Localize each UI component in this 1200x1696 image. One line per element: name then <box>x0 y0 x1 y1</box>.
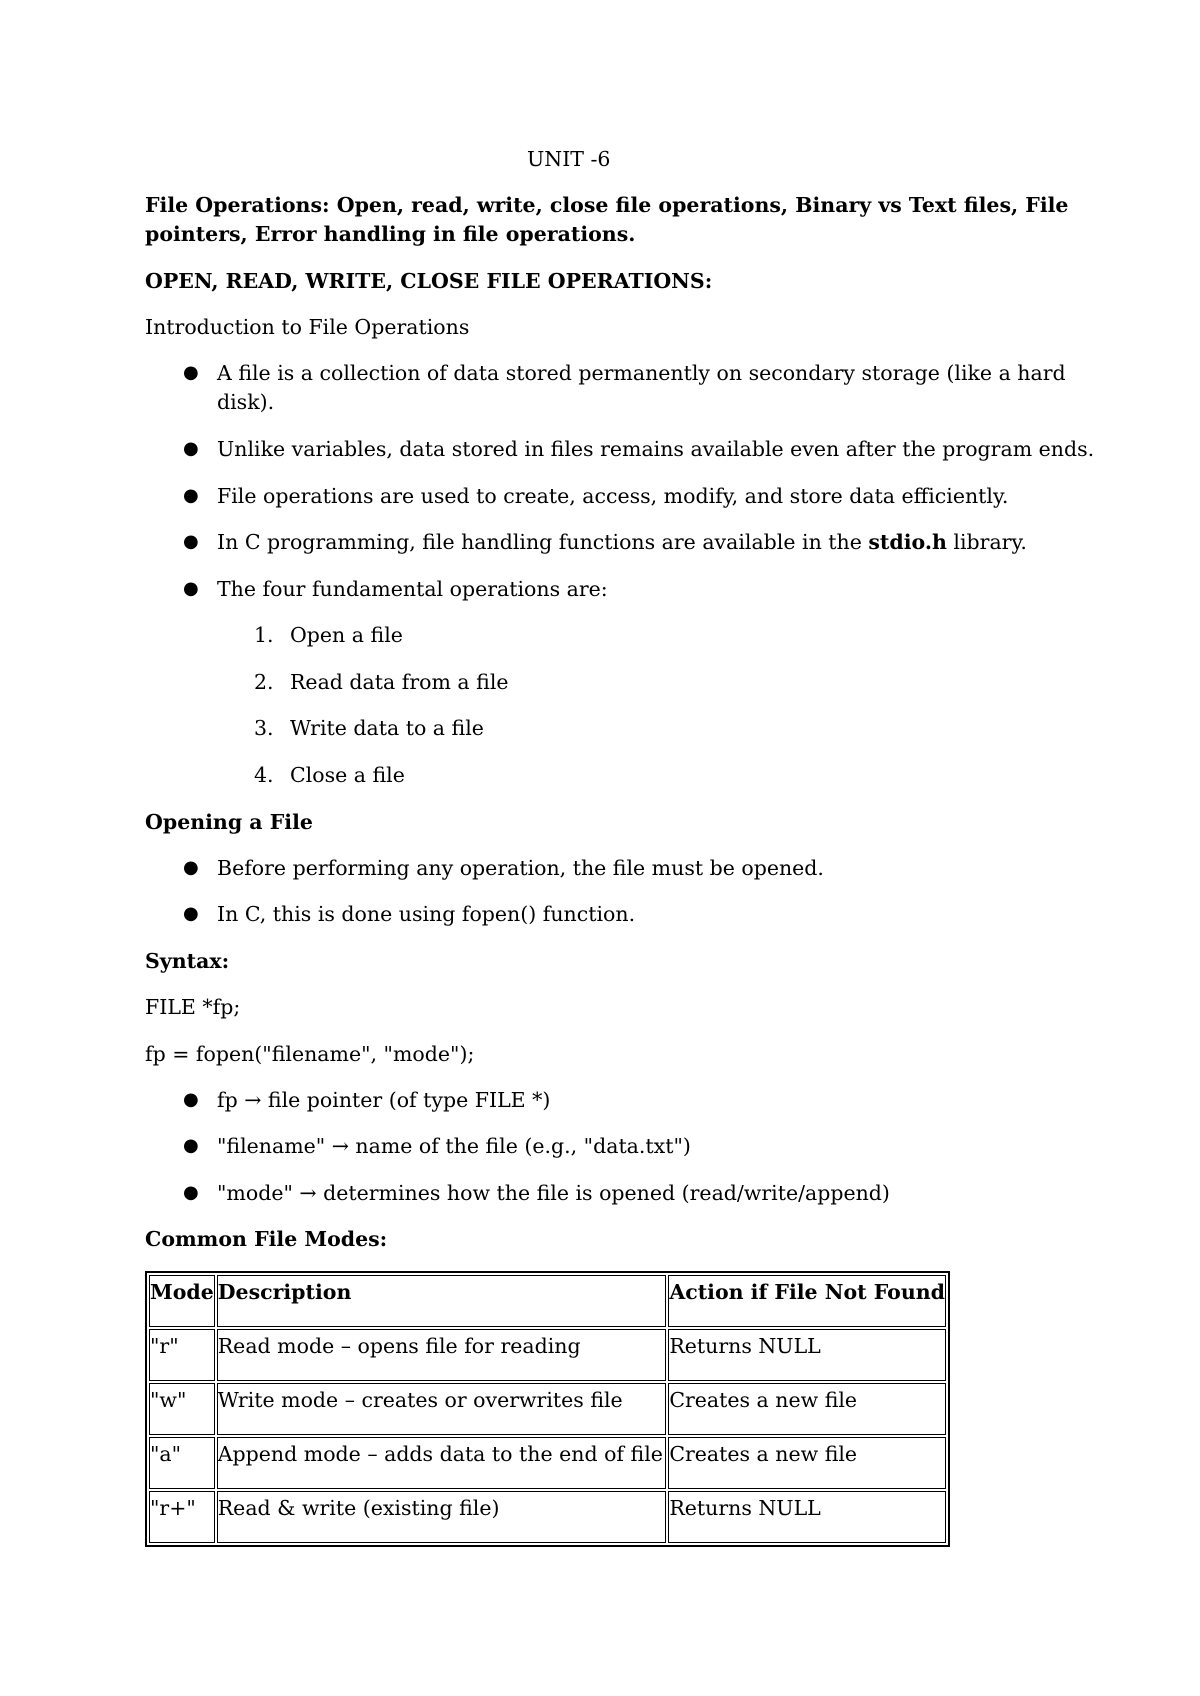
opening-heading: Opening a File <box>145 810 313 834</box>
description-cell: Write mode – creates or overwrites file <box>217 1383 667 1435</box>
action-cell: Returns NULL <box>668 1329 946 1381</box>
table-header-cell: Description <box>217 1275 667 1327</box>
section-heading: OPEN, READ, WRITE, CLOSE FILE OPERATIONS: <box>145 269 713 293</box>
bullet-icon: ● <box>183 1135 199 1156</box>
operation-number: 4. <box>254 763 274 787</box>
action-cell: Creates a new file <box>668 1437 946 1489</box>
stdio-h-keyword: stdio.h <box>868 530 947 554</box>
table-row <box>149 1491 946 1543</box>
intro-bullet-1-line-1: A file is a collection of data stored permanently on secondary storage (like a hard <box>217 361 1066 385</box>
table-header-cell: Mode <box>149 1275 215 1327</box>
mode-cell: "w" <box>149 1383 215 1435</box>
operation-number: 3. <box>254 716 274 740</box>
bullet-icon: ● <box>183 485 199 506</box>
syntax-line-2: fp = fopen("filename", "mode"); <box>145 1042 475 1066</box>
bullet-icon: ● <box>183 903 199 924</box>
topics-line-2: pointers, Error handling in file operations. <box>145 222 636 246</box>
syntax-bullet-1: fp → file pointer (of type FILE *) <box>217 1088 551 1112</box>
syntax-heading: Syntax: <box>145 949 230 973</box>
bullet-icon: ● <box>183 362 199 383</box>
intro-heading: Introduction to File Operations <box>145 315 470 339</box>
description-cell: Append mode – adds data to the end of file <box>217 1437 667 1489</box>
intro-bullet-4 <box>217 530 1027 554</box>
table-row <box>149 1437 946 1489</box>
operation-item: Close a file <box>290 763 405 787</box>
operation-item: Read data from a file <box>290 670 509 694</box>
description-cell: Read & write (existing file) <box>217 1491 667 1543</box>
bullet-icon: ● <box>183 531 199 552</box>
table-row <box>149 1329 946 1381</box>
opening-bullet-2: In C, this is done using fopen() function. <box>217 902 636 926</box>
bullet-icon: ● <box>183 857 199 878</box>
operation-item: Write data to a file <box>290 716 484 740</box>
table-row <box>149 1383 946 1435</box>
unit-title: UNIT -6 <box>527 147 611 171</box>
bullet-icon: ● <box>183 1182 199 1203</box>
mode-cell: "r" <box>149 1329 215 1381</box>
syntax-bullet-2: "filename" → name of the file (e.g., "data.txt") <box>217 1134 691 1158</box>
syntax-line-1: FILE *fp; <box>145 995 241 1019</box>
topics-line-1: File Operations: Open, read, write, close file operations, Binary vs Text files, File <box>145 193 1069 217</box>
opening-bullet-1: Before performing any operation, the file must be opened. <box>217 856 824 880</box>
intro-bullet-4-post: library. <box>946 530 1027 554</box>
mode-cell: "a" <box>149 1437 215 1489</box>
table-header-row <box>149 1275 946 1327</box>
intro-bullet-1-line-2: disk). <box>217 390 275 414</box>
intro-bullet-4-pre: In C programming, file handling functions are available in the <box>217 530 869 554</box>
syntax-bullet-3: "mode" → determines how the file is opened (read/write/append) <box>217 1181 890 1205</box>
mode-cell: "r+" <box>149 1491 215 1543</box>
table-header-cell: Action if File Not Found <box>668 1275 946 1327</box>
bullet-icon: ● <box>183 1089 199 1110</box>
intro-bullet-2: Unlike variables, data stored in files remains available even after the program ends. <box>217 437 1095 461</box>
intro-bullet-5: The four fundamental operations are: <box>217 577 608 601</box>
action-cell: Returns NULL <box>668 1491 946 1543</box>
description-cell: Read mode – opens file for reading <box>217 1329 667 1381</box>
modes-heading: Common File Modes: <box>145 1227 388 1251</box>
bullet-icon: ● <box>183 438 199 459</box>
intro-bullet-3: File operations are used to create, access, modify, and store data efficiently. <box>217 484 1009 508</box>
operation-number: 1. <box>254 623 274 647</box>
operation-number: 2. <box>254 670 274 694</box>
file-modes-table <box>145 1271 950 1547</box>
bullet-icon: ● <box>183 578 199 599</box>
action-cell: Creates a new file <box>668 1383 946 1435</box>
operation-item: Open a file <box>290 623 403 647</box>
